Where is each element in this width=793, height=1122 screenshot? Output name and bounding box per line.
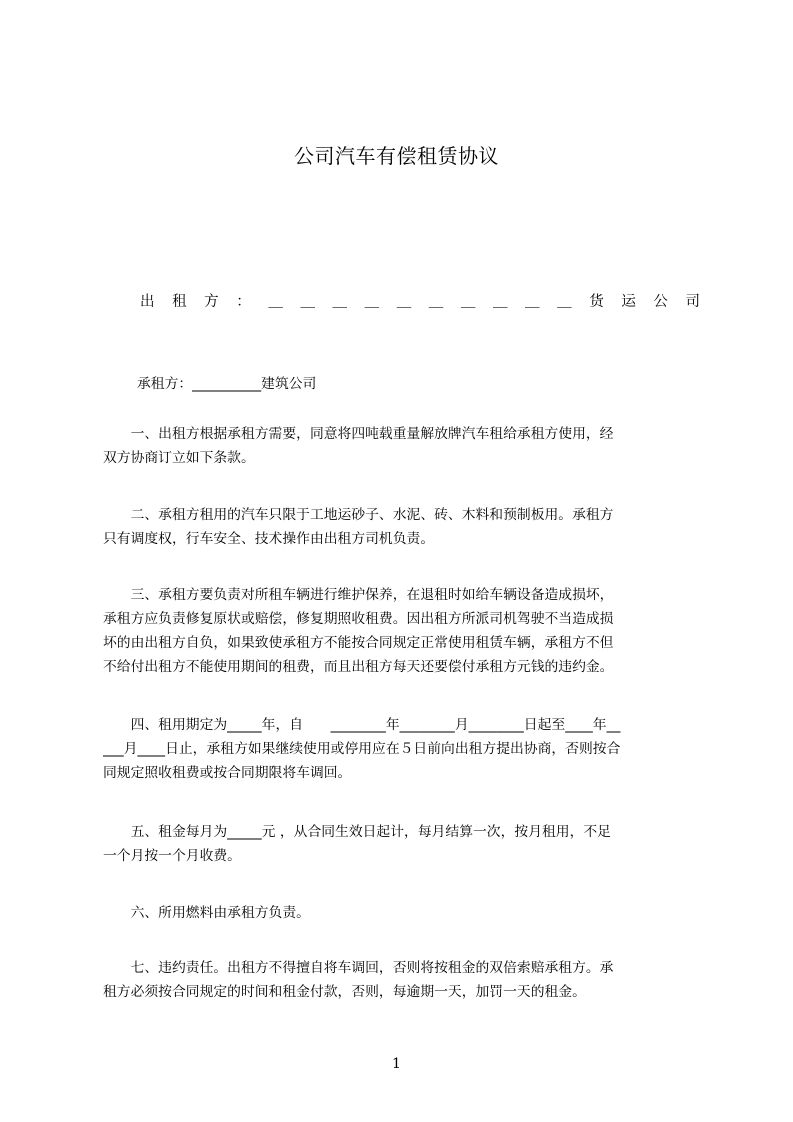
clause-3-line-1: 三、承租方要负责对所租车辆进行维护保养，在退租时如给车辆设备造成损坏， xyxy=(103,587,614,603)
lessee-line: 承租方：__________建筑公司 xyxy=(137,376,317,392)
clause-3-line-2: 承租方应负责修复原状或赔偿，修复期照收租费。因出租方所派司机驾驶不当造成损 xyxy=(103,611,614,627)
clause-1 xyxy=(103,422,700,470)
clause-3-line-4: 不给付出租方不能使用期间的租费，而且出租方每天还要偿付承租方元钱的违约金。 xyxy=(103,659,614,675)
clause-3-line-3: 坏的由出租方自负，如果致使承租方不能按合同规定正常使用租赁车辆，承租方不但 xyxy=(103,635,614,651)
clause-4-line-2: ___月____日止，承租方如果继续使用或停用应在５日前向出租方提出协商，否则按合 xyxy=(103,741,621,757)
clause-2-line-2: 只有调度权，行车安全、技术操作由出租方司机负责。 xyxy=(103,531,435,547)
clause-4-line-1: 四、租用期定为_____年，自 ________年________月________日起至____年__ xyxy=(103,717,621,733)
clause-5-line-1: 五、租金每月为_____元 ，从合同生效日起计，每月结算一次，按月租用，不足 xyxy=(103,824,611,840)
document-title: 公司汽车有偿租赁协议 xyxy=(294,144,499,168)
clause-7-line-2: 租方必须按合同规定的时间和租金付款，否则，每逾期一天，加罚一天的租金。 xyxy=(103,984,586,1000)
clause-5 xyxy=(103,820,700,868)
lessor-line: 出租方：＿＿＿＿＿＿＿＿＿＿货运公司 xyxy=(140,294,700,310)
clause-2 xyxy=(103,503,700,551)
clause-5-line-2: 一个月按一个月收费。 xyxy=(103,848,241,864)
clause-7 xyxy=(103,956,700,1004)
clause-3 xyxy=(103,583,700,679)
clause-1-line-1: 一、出租方根据承租方需要，同意将四吨载重量解放牌汽车租给承租方使用，经 xyxy=(103,426,614,442)
page-number: 1 xyxy=(392,1056,401,1072)
clause-6-line-1: 六、所用燃料由承租方负责。 xyxy=(103,905,310,921)
clause-6 xyxy=(103,901,700,925)
clause-7-line-1: 七、违约责任。出租方不得擅自将车调回，否则将按租金的双倍索赔承租方。承 xyxy=(103,960,614,976)
clause-4-line-3: 同规定照收租费或按合同期限将车调回。 xyxy=(103,765,352,781)
clause-4 xyxy=(103,713,700,785)
clause-2-line-1: 二、承租方租用的汽车只限于工地运砂子、水泥、砖、木料和预制板用。承租方 xyxy=(103,507,614,523)
clause-1-line-2: 双方协商订立如下条款。 xyxy=(103,450,255,466)
